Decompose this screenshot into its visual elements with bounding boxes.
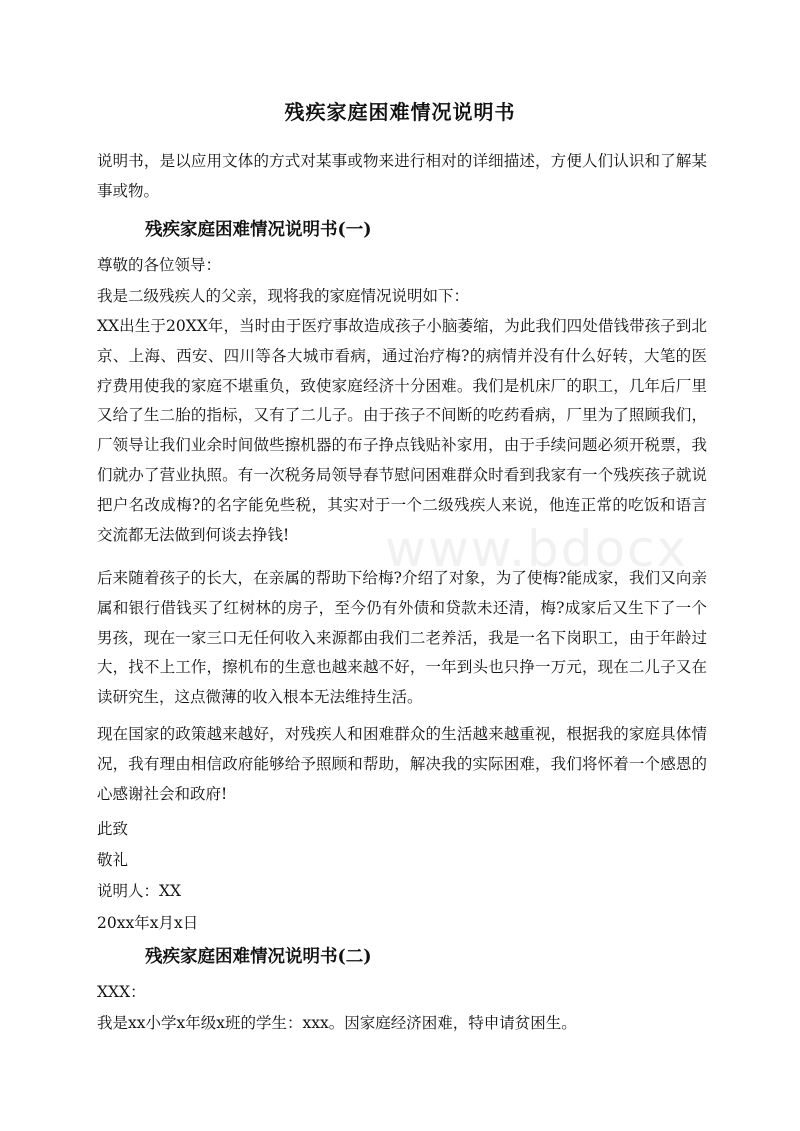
section1-paragraph-4: 现在国家的政策越来越好，对残疾人和困难群众的生活越来越重视，根据我的家庭具体情况，我有理由相信政府能够给予照顾和帮助，解决我的实际困难，我们将怀着一个感恩的心感谢社会和政府! bbox=[97, 725, 707, 803]
section2-salutation: XXX： bbox=[97, 983, 146, 1001]
section1-paragraph-2: XX出生于20XX年，当时由于医疗事故造成孩子小脑萎缩，为此我们四处借钱带孩子到北京、上海、西安、四川等各大城市看病，通过治疗梅?的病情并没有什么好转，大笔的医疗费用使我的家庭不堪重负，致使家庭经济十分困难。我们是机床厂的职工，几年后厂里又给了生二胎的指标，又有了二儿子。由于孩子不间断的吃药看病，厂里为了照顾我们，厂领导让我们业余时间做些擦机器的布子挣点钱贴补家用，由于手续问题必须开税票，我们就办了营业执照。有一次税务局领导春节慰问困难群众时看到我家有一个残疾孩子就说把户名改成梅?的名字能免些税，其实对于一个二级残疾人来说，他连正常的吃饭和语言交流都无法做到何谈去挣钱! bbox=[97, 317, 707, 544]
document-title: 残疾家庭困难情况说明书 bbox=[284, 100, 516, 124]
section1-heading: 残疾家庭困难情况说明书(一) bbox=[145, 220, 372, 240]
intro-paragraph: 说明书，是以应用文体的方式对某事或物来进行相对的详细描述，方便人们认识和了解某事或物。 bbox=[97, 152, 707, 200]
section2-paragraph-1: 我是xx小学x年级x班的学生：xxx。因家庭经济困难，特申请贫困生。 bbox=[97, 1014, 577, 1032]
date-line: 20xx年x月x日 bbox=[97, 914, 199, 932]
section2-heading: 残疾家庭困难情况说明书(二) bbox=[145, 947, 372, 967]
section1-paragraph-3: 后来随着孩子的长大，在亲属的帮助下给梅?介绍了对象，为了使梅?能成家，我们又向亲属和银行借钱买了红树林的房子，至今仍有外债和贷款未还清，梅?成家后又生下了一个男孩，现在一家三口无任何收入来源都由我们二老养活，我是一名下岗职工，由于年龄过大，找不上工作，擦机布的生意也越来越不好，一年到头也只挣一万元，现在二儿子又在读研究生，这点微薄的收入根本无法维持生活。 bbox=[97, 569, 707, 707]
closing-jing-li: 敬礼 bbox=[97, 851, 129, 869]
closing-ci-zhi: 此致 bbox=[97, 820, 129, 838]
section1-paragraph-1: 我是二级残疾人的父亲，现将我的家庭情况说明如下： bbox=[97, 287, 470, 305]
watermark: www.bdocx bbox=[385, 520, 689, 578]
section1-salutation: 尊敬的各位领导： bbox=[97, 256, 222, 274]
signer-line: 说明人：XX bbox=[97, 882, 182, 900]
